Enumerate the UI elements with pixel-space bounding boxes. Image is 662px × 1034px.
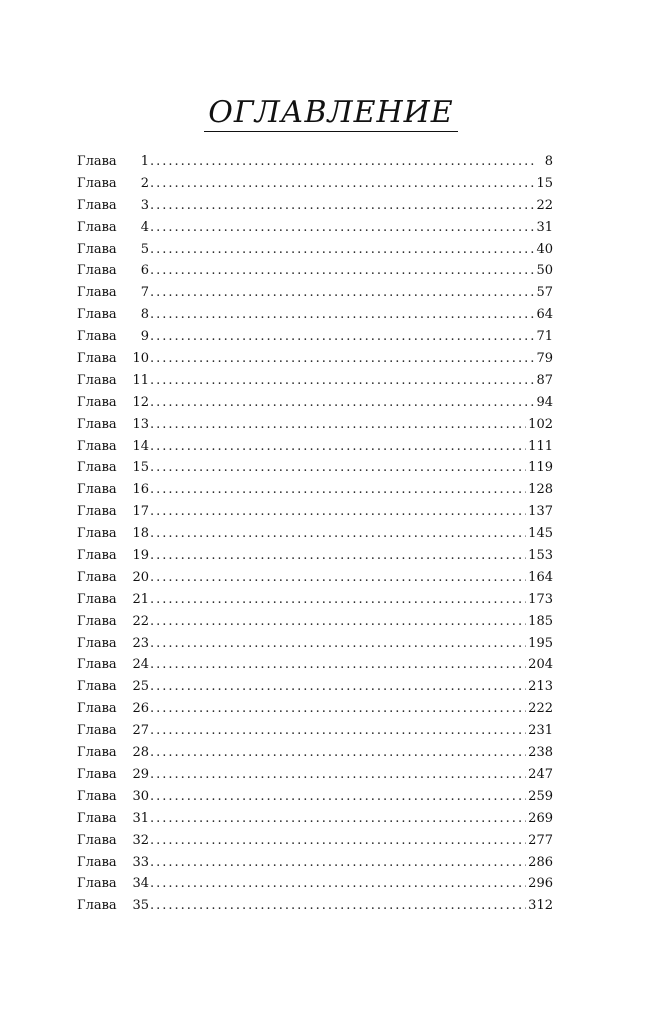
toc-entry (77, 220, 553, 242)
toc-entry-label: Глава (77, 810, 117, 826)
toc-leader-dots (150, 898, 526, 913)
toc-entry-number: 17 (132, 504, 149, 520)
toc-entry-label: Глава (77, 898, 117, 914)
toc-entry-number: 5 (140, 241, 149, 257)
toc-entry-page: 247 (528, 766, 553, 782)
toc-entry-page: 286 (528, 854, 553, 870)
toc-entry (77, 701, 553, 723)
toc-leader-dots (150, 614, 526, 629)
title-block (0, 96, 662, 132)
toc-entry-label: Глава (77, 788, 117, 804)
toc-entry (77, 767, 553, 789)
toc-leader-dots (150, 176, 534, 191)
toc-entry (77, 876, 553, 898)
toc-entry (77, 548, 553, 570)
toc-entry (77, 439, 553, 461)
toc-entry-page: 137 (528, 504, 553, 520)
toc-entry (77, 154, 553, 176)
toc-entry-page: 128 (528, 482, 553, 498)
toc-leader-dots (150, 154, 537, 169)
toc-entry (77, 570, 553, 592)
toc-entry-number: 24 (132, 657, 149, 673)
toc-leader-dots (150, 789, 526, 804)
toc-entry-page: 164 (528, 569, 553, 585)
toc-entry-label: Глава (77, 701, 117, 717)
toc-entry-page: 259 (528, 788, 553, 804)
toc-entry-number: 14 (132, 438, 149, 454)
toc-leader-dots (150, 504, 526, 519)
toc-leader-dots (150, 351, 534, 366)
toc-entry-number: 26 (132, 701, 149, 717)
toc-entry (77, 198, 553, 220)
toc-entry-label: Глава (77, 569, 117, 585)
toc-leader-dots (150, 833, 526, 848)
toc-entry-label: Глава (77, 197, 117, 213)
toc-entry-number: 18 (132, 526, 149, 542)
toc-entry-number: 31 (132, 810, 149, 826)
toc-entry-number: 1 (140, 154, 149, 169)
toc-entry (77, 657, 553, 679)
toc-leader-dots (150, 329, 534, 344)
toc-leader-dots (150, 570, 526, 585)
toc-entry-label: Глава (77, 482, 117, 498)
toc-entry-number: 9 (140, 329, 149, 345)
toc-entry-label: Глава (77, 854, 117, 870)
toc-leader-dots (150, 263, 534, 278)
toc-entry-number: 6 (140, 263, 149, 279)
toc-leader-dots (150, 417, 526, 432)
toc-entry-number: 29 (132, 766, 149, 782)
toc-leader-dots (150, 592, 526, 607)
toc-leader-dots (150, 745, 526, 760)
toc-leader-dots (150, 636, 526, 651)
toc-entry-page: 173 (528, 591, 553, 607)
toc-entry (77, 811, 553, 833)
toc-entry (77, 789, 553, 811)
toc-entry-label: Глава (77, 351, 117, 367)
toc-entry-label: Глава (77, 241, 117, 257)
toc-entry-label: Глава (77, 657, 117, 673)
toc-entry-label: Глава (77, 876, 117, 892)
toc-entry (77, 307, 553, 329)
toc-entry-label: Глава (77, 416, 117, 432)
toc-entry-number: 15 (132, 460, 149, 476)
toc-entry-page: 185 (528, 613, 553, 629)
toc-entry-number: 22 (132, 613, 149, 629)
toc-entry-number: 35 (132, 898, 149, 914)
toc-entry-number: 28 (132, 745, 149, 761)
toc-entry (77, 460, 553, 482)
toc-entry-number: 27 (132, 723, 149, 739)
toc-entry-page: 87 (536, 372, 553, 388)
toc-entry-number: 33 (132, 854, 149, 870)
toc-entry-label: Глава (77, 307, 117, 323)
toc-entry-label: Глава (77, 154, 117, 169)
toc-entry-page: 269 (528, 810, 553, 826)
toc-entry-number: 8 (140, 307, 149, 323)
toc-entry-page: 204 (528, 657, 553, 673)
toc-leader-dots (150, 307, 534, 322)
toc-entry (77, 614, 553, 636)
toc-entry-number: 7 (140, 285, 149, 301)
toc-entry-page: 31 (536, 219, 553, 235)
toc-entry-page: 312 (528, 898, 553, 914)
toc-entry-page: 102 (528, 416, 553, 432)
toc-entry-page: 64 (536, 307, 553, 323)
toc-entry-number: 4 (140, 219, 149, 235)
toc-entry-label: Глава (77, 504, 117, 520)
toc-entry (77, 373, 553, 395)
toc-entry-label: Глава (77, 679, 117, 695)
toc-entry-number: 32 (132, 832, 149, 848)
toc-entry (77, 482, 553, 504)
toc-entry-page: 238 (528, 745, 553, 761)
toc-entry (77, 285, 553, 307)
table-of-contents (77, 154, 553, 920)
toc-entry (77, 855, 553, 877)
toc-entry-label: Глава (77, 766, 117, 782)
toc-entry-label: Глава (77, 526, 117, 542)
toc-leader-dots (150, 811, 526, 826)
toc-entry-label: Глава (77, 175, 117, 191)
toc-entry (77, 329, 553, 351)
toc-leader-dots (150, 373, 534, 388)
page-title: ОГЛАВЛЕНИЕ (204, 96, 457, 132)
toc-leader-dots (150, 198, 534, 213)
toc-entry-label: Глава (77, 372, 117, 388)
toc-leader-dots (150, 285, 534, 300)
toc-entry-label: Глава (77, 591, 117, 607)
toc-entry-label: Глава (77, 263, 117, 279)
toc-entry-label: Глава (77, 329, 117, 345)
toc-entry-label: Глава (77, 723, 117, 739)
toc-entry (77, 263, 553, 285)
toc-entry-page: 277 (528, 832, 553, 848)
toc-entry-label: Глава (77, 613, 117, 629)
toc-entry-label: Глава (77, 832, 117, 848)
toc-entry-page: 153 (528, 548, 553, 564)
toc-entry (77, 176, 553, 198)
toc-entry-number: 13 (132, 416, 149, 432)
toc-entry-number: 3 (140, 197, 149, 213)
toc-entry-number: 25 (132, 679, 149, 695)
toc-entry (77, 898, 553, 920)
toc-entry-label: Глава (77, 460, 117, 476)
toc-entry (77, 417, 553, 439)
toc-entry-page: 40 (536, 241, 553, 257)
toc-entry (77, 745, 553, 767)
toc-leader-dots (150, 679, 526, 694)
toc-entry (77, 723, 553, 745)
toc-leader-dots (150, 439, 526, 454)
toc-entry-page: 222 (528, 701, 553, 717)
toc-entry-label: Глава (77, 438, 117, 454)
toc-entry-number: 11 (132, 372, 149, 388)
toc-entry-page: 213 (528, 679, 553, 695)
toc-entry-number: 10 (132, 351, 149, 367)
toc-entry-page: 22 (536, 197, 553, 213)
toc-entry (77, 351, 553, 373)
toc-leader-dots (150, 657, 526, 672)
toc-entry-page: 79 (536, 351, 553, 367)
toc-entry-page: 8 (544, 154, 553, 169)
toc-leader-dots (150, 526, 526, 541)
toc-entry (77, 636, 553, 658)
toc-entry-page: 195 (528, 635, 553, 651)
toc-entry (77, 504, 553, 526)
toc-entry-label: Глава (77, 548, 117, 564)
toc-leader-dots (150, 220, 534, 235)
toc-entry-number: 23 (132, 635, 149, 651)
toc-entry-page: 50 (536, 263, 553, 279)
toc-entry-number: 19 (132, 548, 149, 564)
toc-leader-dots (150, 723, 526, 738)
toc-leader-dots (150, 242, 534, 257)
toc-entry-page: 119 (528, 460, 553, 476)
toc-entry-page: 15 (536, 175, 553, 191)
toc-entry-page: 57 (536, 285, 553, 301)
toc-entry-page: 111 (528, 438, 553, 454)
toc-entry-page: 145 (528, 526, 553, 542)
toc-entry-number: 34 (132, 876, 149, 892)
toc-entry-label: Глава (77, 394, 117, 410)
toc-entry-number: 16 (132, 482, 149, 498)
toc-entry-label: Глава (77, 745, 117, 761)
toc-entry (77, 242, 553, 264)
toc-entry-label: Глава (77, 219, 117, 235)
toc-entry-page: 231 (528, 723, 553, 739)
toc-entry (77, 526, 553, 548)
toc-entry-number: 30 (132, 788, 149, 804)
toc-leader-dots (150, 767, 526, 782)
toc-entry-number: 2 (140, 175, 149, 191)
toc-entry-page: 71 (536, 329, 553, 345)
toc-leader-dots (150, 876, 526, 891)
toc-entry (77, 833, 553, 855)
toc-entry-page: 94 (536, 394, 553, 410)
toc-entry (77, 679, 553, 701)
toc-leader-dots (150, 548, 526, 563)
toc-leader-dots (150, 482, 526, 497)
toc-entry (77, 592, 553, 614)
toc-entry-label: Глава (77, 635, 117, 651)
toc-leader-dots (150, 855, 526, 870)
toc-entry-number: 20 (132, 569, 149, 585)
toc-entry-number: 12 (132, 394, 149, 410)
toc-entry-number: 21 (132, 591, 149, 607)
toc-entry (77, 395, 553, 417)
toc-entry-page: 296 (528, 876, 553, 892)
toc-entry-label: Глава (77, 285, 117, 301)
toc-leader-dots (150, 395, 534, 410)
toc-leader-dots (150, 460, 526, 475)
toc-leader-dots (150, 701, 526, 716)
